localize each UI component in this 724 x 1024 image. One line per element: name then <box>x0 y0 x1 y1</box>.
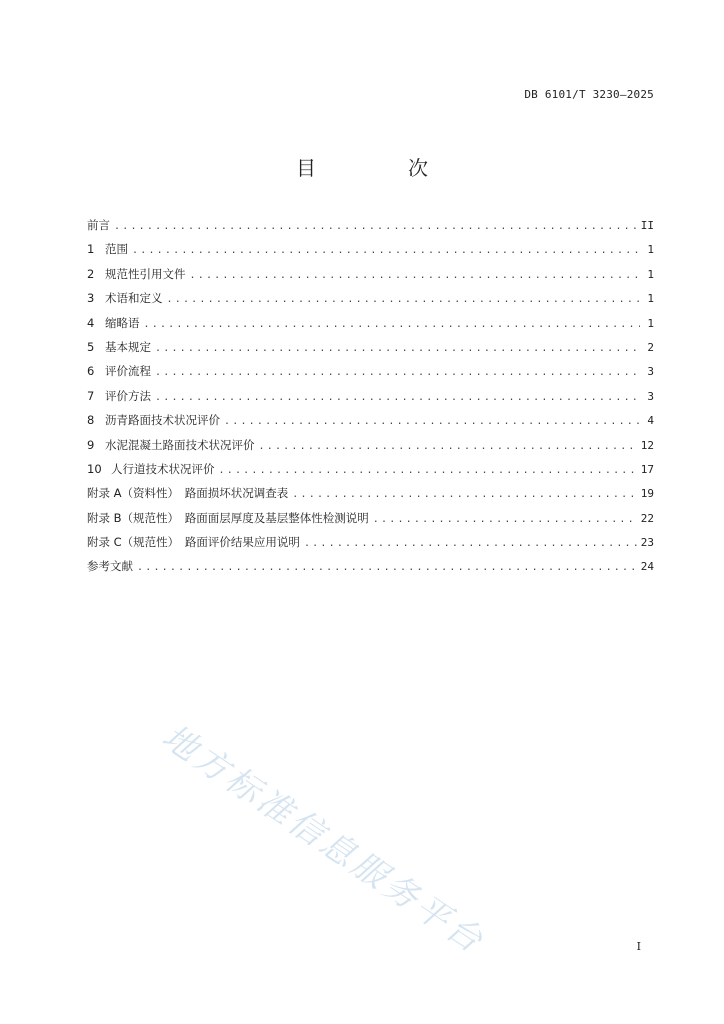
page-title: 目 次 <box>296 156 464 180</box>
toc-entry-page: 1 <box>647 316 654 330</box>
toc-dot-leader <box>224 416 640 427</box>
toc-dot-leader <box>373 514 637 525</box>
toc-entry[interactable] <box>87 388 654 412</box>
toc-dot-leader <box>190 270 641 281</box>
toc-entry-page: 4 <box>647 414 654 428</box>
toc-entry[interactable] <box>87 290 654 314</box>
toc-dot-leader <box>259 441 637 452</box>
toc-entry-page: 19 <box>640 487 654 501</box>
toc-entry-label: 评价流程 <box>105 364 151 379</box>
toc-entry-label: 附录 A（资料性） 路面损坏状况调查表 <box>87 486 289 501</box>
toc-entry-label: 沥青路面技术状况评价 <box>105 413 220 428</box>
toc-entry-label: 评价方法 <box>105 388 151 403</box>
toc-entry-number: 3 <box>87 291 95 306</box>
toc-entry[interactable] <box>87 363 654 387</box>
table-of-contents <box>87 217 654 583</box>
toc-entry[interactable] <box>87 217 654 241</box>
toc-entry-page: 3 <box>647 389 654 403</box>
toc-entry-page: 12 <box>640 438 654 452</box>
toc-entry-label: 前言 <box>87 218 110 232</box>
toc-entry-page: 22 <box>640 511 654 525</box>
toc-entry-number: 4 <box>87 315 95 330</box>
toc-entry-page: II <box>640 219 654 232</box>
toc-entry-number: 6 <box>87 364 95 379</box>
toc-entry-page: 24 <box>640 560 654 574</box>
toc-entry[interactable] <box>87 510 654 534</box>
toc-entry[interactable] <box>87 412 654 436</box>
toc-entry-page: 1 <box>647 243 654 257</box>
toc-entry[interactable] <box>87 534 654 558</box>
toc-entry-page: 3 <box>647 365 654 379</box>
toc-entry-number: 9 <box>87 437 95 452</box>
toc-dot-leader <box>292 489 636 500</box>
toc-entry-label: 附录 B（规范性） 路面面层厚度及基层整体性检测说明 <box>87 510 369 525</box>
toc-dot-leader <box>167 294 641 305</box>
toc-entry-number: 8 <box>87 413 95 428</box>
toc-entry-page: 23 <box>640 536 654 550</box>
toc-dot-leader <box>155 367 640 378</box>
toc-entry[interactable] <box>87 485 654 509</box>
document-code: DB 6101/T 3230—2025 <box>524 88 654 101</box>
toc-entry-number: 1 <box>87 242 95 257</box>
toc-entry-page: 2 <box>647 340 654 354</box>
toc-entry[interactable] <box>87 266 654 290</box>
toc-entry-number: 10 <box>87 461 102 476</box>
toc-entry-label: 人行道技术状况评价 <box>111 461 215 476</box>
toc-dot-leader <box>132 245 640 256</box>
toc-entry-label: 基本规定 <box>105 339 151 354</box>
toc-entry[interactable] <box>87 558 654 582</box>
toc-dot-leader <box>137 562 637 573</box>
watermark: 地方标准信息服务平台 <box>154 716 493 963</box>
toc-dot-leader <box>304 538 637 549</box>
toc-entry-number: 5 <box>87 339 95 354</box>
toc-entry-number: 7 <box>87 388 95 403</box>
page-number: I <box>636 940 641 953</box>
toc-dot-leader <box>144 319 641 330</box>
toc-dot-leader <box>155 392 640 403</box>
toc-dot-leader <box>219 465 637 476</box>
toc-entry-label: 术语和定义 <box>105 291 163 306</box>
toc-dot-leader <box>155 343 640 354</box>
toc-entry[interactable] <box>87 315 654 339</box>
toc-entry-page: 1 <box>647 267 654 281</box>
toc-dot-leader <box>114 221 637 232</box>
toc-entry-page: 17 <box>640 462 654 476</box>
toc-entry-label: 规范性引用文件 <box>105 266 186 281</box>
toc-entry-label: 参考文献 <box>87 559 133 574</box>
toc-entry-label: 缩略语 <box>105 315 140 330</box>
toc-entry[interactable] <box>87 461 654 485</box>
toc-entry[interactable] <box>87 241 654 265</box>
toc-entry-number: 2 <box>87 266 95 281</box>
toc-entry-label: 范围 <box>105 242 128 257</box>
toc-entry-label: 水泥混凝土路面技术状况评价 <box>105 437 255 452</box>
toc-entry-label: 附录 C（规范性） 路面评价结果应用说明 <box>87 535 300 550</box>
toc-entry-page: 1 <box>647 292 654 306</box>
toc-entry[interactable] <box>87 339 654 363</box>
toc-entry[interactable] <box>87 437 654 461</box>
